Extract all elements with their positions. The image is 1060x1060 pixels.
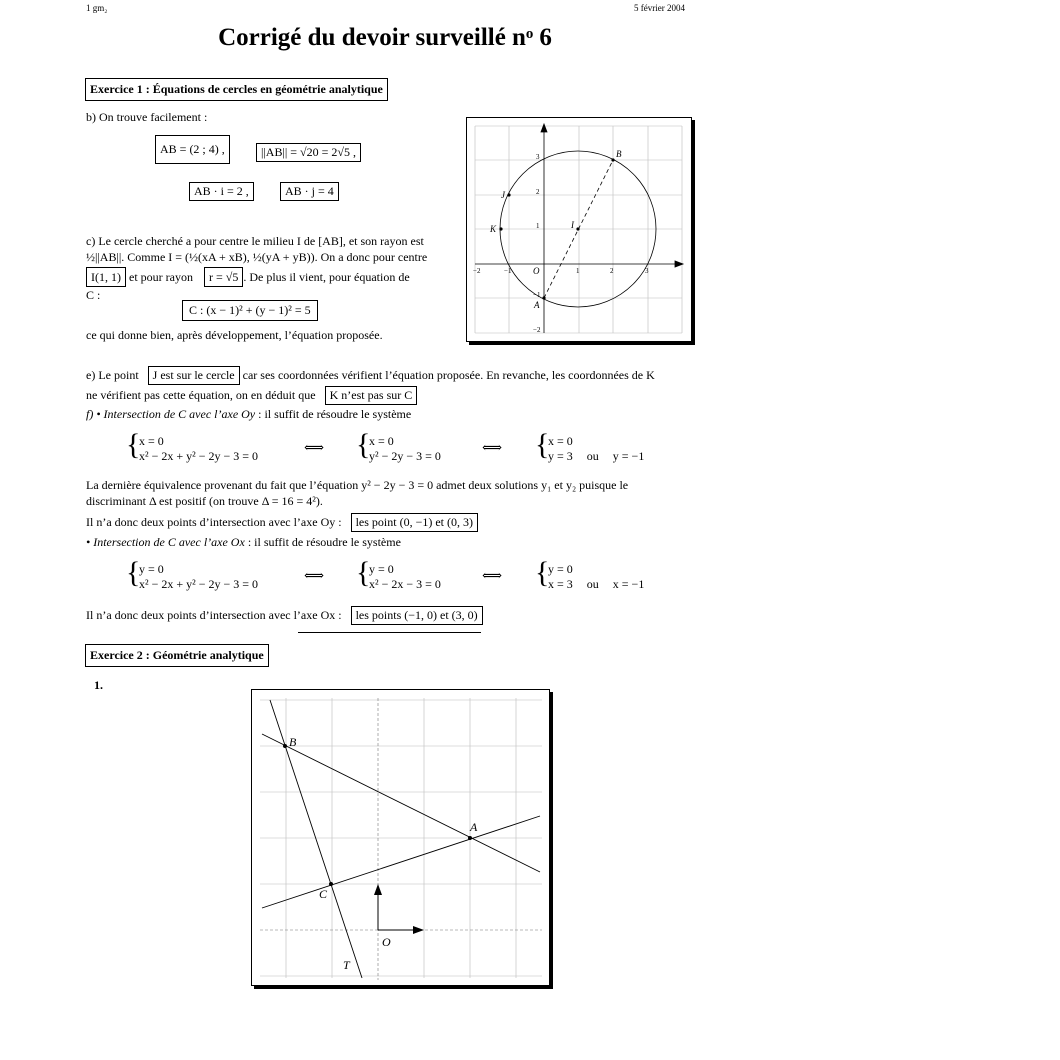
circle-figure: [466, 117, 692, 342]
system-b3-line-1: y = 0: [548, 562, 573, 576]
system-b1-line-1: y = 0: [139, 562, 164, 576]
c-line-4: C :: [86, 288, 101, 302]
circle-figure-svg: [467, 118, 691, 341]
tick-x-m1: −1: [504, 267, 512, 275]
lines-figure-svg: [252, 690, 549, 985]
label-b2: B: [289, 735, 297, 749]
system-a3-line-1: x = 0: [548, 434, 573, 448]
f-intro-text: : il suffit de résoudre le système: [255, 407, 412, 421]
ab-vector-box: AB = (2 ; 4) ,: [155, 135, 230, 164]
equivalence-b2: ⟺: [482, 569, 503, 584]
ab-dot-j-box: AB · j = 4: [280, 182, 339, 201]
tick-y-m1: −1: [533, 291, 541, 299]
radius-box: r = √5: [204, 267, 243, 287]
figure2-grid: [260, 698, 542, 978]
equivalence-a1: ⟺: [304, 441, 325, 456]
b-intro: b) On trouve facilement :: [86, 110, 208, 124]
ab-dot-i-box: AB · i = 2 ,: [189, 182, 254, 201]
tick-x-3: 3: [645, 267, 649, 275]
tick-x-1: 1: [576, 267, 580, 275]
brace-a2: {: [356, 428, 371, 461]
f-intersection-oy: f) • Intersection de C avec l’axe Oy: [86, 407, 256, 421]
system-b1-line-2: x² − 2x + y² − 2y − 3 = 0: [139, 577, 259, 591]
system-b2: [369, 562, 441, 592]
system-a3: [548, 434, 644, 464]
exercise-2-heading: Exercice 2 : Géométrie analytique: [85, 644, 269, 667]
tick-y-2: 2: [536, 188, 540, 196]
system-a1-line-1: x = 0: [139, 434, 164, 448]
circle-equation-box: C : (x − 1)² + (y − 1)² = 5: [182, 300, 318, 321]
system-b2-line-2: x² − 2x − 3 = 0: [369, 577, 441, 591]
system-a2-line-1: x = 0: [369, 434, 394, 448]
label-j: J: [501, 190, 505, 200]
discriminant-line-1: La dernière équivalence provenant du fait que l’équation y² − 2y − 3 = 0 admet deux solutions y₁ et y₂ puisque le: [86, 478, 629, 492]
j-on-circle-box: J est sur le cercle: [148, 366, 240, 385]
ox-result-box: les points (−1, 0) et (3, 0): [351, 606, 483, 625]
system-b3-or: ou: [586, 577, 599, 591]
tick-x-m2: −2: [473, 267, 481, 275]
brace-b1: {: [126, 556, 141, 589]
c-line-2: ½||AB||. Comme I = (½(xA + xB), ½(yA + yB)). On a donc pour centre: [86, 250, 428, 264]
lines-figure: [251, 689, 550, 986]
tick-y-3: 3: [536, 153, 540, 161]
c-line-5: ce qui donne bien, après développement, l’équation proposée.: [86, 328, 383, 342]
label-a2: A: [470, 820, 478, 834]
system-a3-ym1: y = −1: [612, 449, 645, 463]
brace-a1: {: [126, 428, 141, 461]
ab-norm-box: ||AB|| = √20 = 2√5 ,: [256, 143, 361, 162]
label-k: K: [490, 224, 497, 234]
page-title: Corrigé du devoir surveillé nᵒ 6: [218, 24, 552, 51]
tick-x-2: 2: [610, 267, 614, 275]
system-a2-line-2: y² − 2y − 3 = 0: [369, 449, 441, 463]
header-left: 1 gm₂: [86, 3, 108, 13]
label-o: O: [533, 266, 540, 276]
system-a1-line-2: x² − 2x + y² − 2y − 3 = 0: [139, 449, 259, 463]
system-b2-line-1: y = 0: [369, 562, 394, 576]
c-mid-text: et pour rayon: [129, 270, 193, 284]
label-o2: O: [382, 935, 391, 949]
e-text-a: e) Le point: [86, 368, 139, 382]
system-b3-xm1: x = −1: [612, 577, 645, 591]
discriminant-line-2: discriminant Δ est positif (on trouve Δ = 16 = 4²).: [86, 494, 323, 508]
oy-result-box: les point (0, −1) et (0, 3): [351, 513, 478, 532]
brace-b3: {: [535, 556, 550, 589]
equivalence-a2: ⟺: [482, 441, 503, 456]
label-a: A: [534, 300, 540, 310]
ox-result-text: Il n’a donc deux points d’intersection avec l’axe Ox :: [86, 608, 342, 622]
brace-a3: {: [535, 428, 550, 461]
exercise-1-heading: Exercice 1 : Équations de cercles en géométrie analytique: [85, 78, 388, 101]
e-text-b: car ses coordonnées vérifient l’équation proposée. En revanche, les coordonnées de K: [242, 368, 655, 382]
intersection-ox: • Intersection de C avec l’axe Ox: [86, 535, 245, 549]
system-a3-or: ou: [586, 449, 599, 463]
brace-b2: {: [356, 556, 371, 589]
section-divider: [298, 632, 481, 633]
line-t: [270, 700, 362, 978]
system-a2: [369, 434, 441, 464]
oy-result-text: Il n’a donc deux points d’intersection avec l’axe Oy :: [86, 515, 342, 529]
label-b: B: [616, 149, 622, 159]
label-t2: T: [343, 958, 350, 972]
center-box: I(1, 1): [86, 267, 126, 287]
c-end-text: . De plus il vient, pour équation de: [243, 270, 410, 284]
equivalence-b1: ⟺: [304, 569, 325, 584]
ox-intro-text: : il suffit de résoudre le système: [244, 535, 401, 549]
tick-y-1: 1: [536, 222, 540, 230]
i-vector-arrow: [413, 926, 424, 934]
label-i: I: [571, 220, 574, 230]
system-b1: [139, 562, 258, 592]
item-number: 1.: [94, 678, 103, 692]
k-not-on-circle-box: K n’est pas sur C: [325, 386, 418, 405]
label-c2: C: [319, 887, 328, 901]
line-ca: [262, 816, 540, 908]
system-a1: [139, 434, 258, 464]
e-text-c: ne vérifient pas cette équation, on en déduit que: [86, 388, 316, 402]
c-line-1: c) Le cercle cherché a pour centre le milieu I de [AB], et son rayon est: [86, 234, 424, 248]
system-a3-y3: y = 3: [548, 449, 573, 463]
header-date: 5 février 2004: [634, 3, 685, 13]
system-b3: [548, 562, 644, 592]
j-vector-arrow: [374, 884, 382, 895]
tick-y-m2: −2: [533, 326, 541, 334]
system-b3-x3: x = 3: [548, 577, 573, 591]
